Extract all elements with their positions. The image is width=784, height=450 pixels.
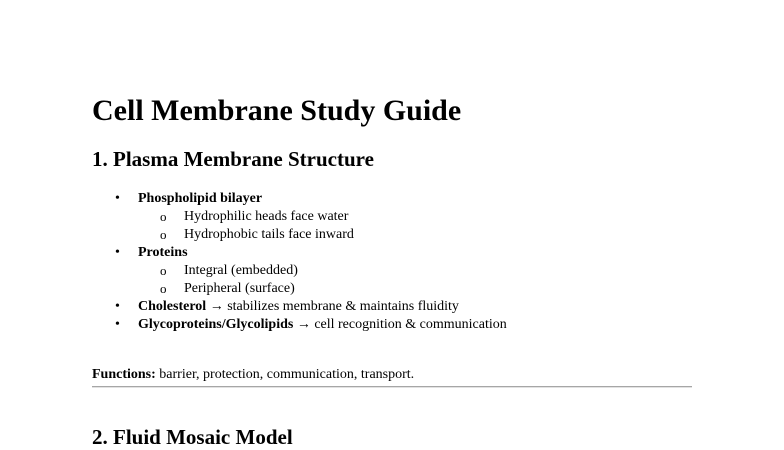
topic-term: Cholesterol bbox=[138, 299, 207, 314]
topic-description: → stabilizes membrane & maintains fluidity bbox=[206, 299, 459, 314]
sub-list bbox=[138, 262, 507, 298]
sub-item-text: Integral (embedded) bbox=[184, 263, 298, 278]
sub-item-text: Hydrophilic heads face water bbox=[184, 209, 349, 224]
sub-list-item bbox=[138, 280, 507, 298]
bullet-icon: • bbox=[115, 299, 120, 314]
sub-list-item bbox=[138, 226, 507, 244]
circle-bullet-icon: o bbox=[160, 227, 167, 242]
section-divider bbox=[92, 386, 692, 388]
list-item-phospholipid-bilayer bbox=[92, 190, 507, 244]
sub-list-item bbox=[138, 208, 507, 226]
section-heading-fluid-mosaic-model: 2. Fluid Mosaic Model bbox=[92, 425, 293, 449]
sub-list bbox=[138, 208, 507, 244]
section-heading-plasma-membrane-structure: 1. Plasma Membrane Structure bbox=[92, 147, 374, 171]
bullet-icon: • bbox=[115, 245, 120, 260]
topic-term: Proteins bbox=[138, 245, 188, 260]
sub-list-item bbox=[138, 262, 507, 280]
circle-bullet-icon: o bbox=[160, 263, 167, 278]
circle-bullet-icon: o bbox=[160, 209, 167, 224]
sub-item-text: Peripheral (surface) bbox=[184, 281, 295, 296]
circle-bullet-icon: o bbox=[160, 281, 167, 296]
list-item-proteins bbox=[92, 244, 507, 298]
bullet-icon: • bbox=[115, 191, 120, 206]
topic-description: → cell recognition & communication bbox=[293, 317, 507, 332]
topic-term: Phospholipid bilayer bbox=[138, 191, 263, 206]
list-item-cholesterol bbox=[92, 298, 507, 316]
functions-summary bbox=[92, 366, 414, 384]
topic-term: Glycoproteins/Glycolipids bbox=[138, 317, 294, 332]
bullet-icon: • bbox=[115, 317, 120, 332]
functions-label: Functions: bbox=[92, 367, 156, 382]
list-item-glycoproteins-glycolipids bbox=[92, 316, 507, 334]
structure-topic-list bbox=[92, 190, 507, 334]
functions-text: barrier, protection, communication, transport. bbox=[155, 367, 415, 382]
page-title: Cell Membrane Study Guide bbox=[92, 94, 462, 127]
sub-item-text: Hydrophobic tails face inward bbox=[184, 227, 354, 242]
